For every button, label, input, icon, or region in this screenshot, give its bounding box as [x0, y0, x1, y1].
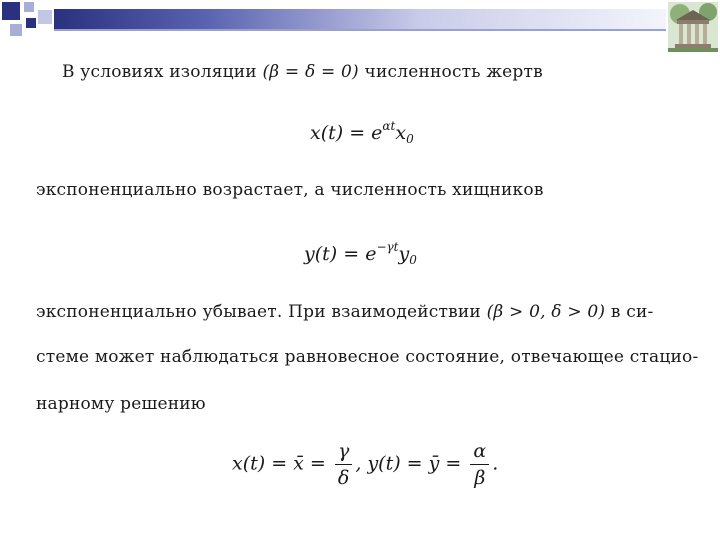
- eq-subscript: 0: [409, 253, 417, 267]
- math-condition: (β > 0, δ > 0): [486, 302, 606, 322]
- paragraph-line-2: экспоненциально возрастает, а численность хищников: [36, 180, 544, 200]
- fraction-numerator: α: [473, 440, 487, 462]
- eq-exponent: αt: [382, 119, 396, 133]
- temple-building-icon: [668, 2, 718, 52]
- equation-2: [304, 240, 417, 267]
- eq-lhs: x(t) = e: [310, 122, 383, 144]
- paragraph-line-4: стеме может наблюдаться равновесное состояние, отвечающее стацио-: [36, 347, 699, 367]
- paragraph-line-5: нарному решению: [36, 394, 206, 414]
- eq-lhs: y(t) = e: [304, 243, 377, 265]
- eq-var: x: [395, 122, 407, 144]
- text-fragment: численность жертв: [364, 62, 543, 82]
- fraction: [335, 440, 352, 489]
- fraction-numerator: γ: [337, 440, 350, 462]
- paragraph-line-3: [36, 302, 653, 322]
- text-fragment: В условиях изоляции: [62, 62, 257, 82]
- equation-1: [310, 119, 414, 146]
- eq-exponent: −γt: [376, 240, 399, 254]
- text-fragment: экспоненциально убывает. При взаимодействии: [36, 302, 481, 322]
- square-light: [38, 10, 52, 24]
- square-light: [10, 24, 22, 36]
- equation-3: [232, 440, 498, 489]
- text-fragment: в си-: [610, 302, 654, 322]
- fraction: [470, 440, 489, 489]
- square-dark: [26, 18, 36, 28]
- eq-var: y: [398, 243, 410, 265]
- fraction-denominator: β: [470, 464, 489, 489]
- eq-separator: ,: [355, 452, 362, 475]
- eq-part: x(t) = x̄ =: [232, 452, 326, 475]
- eq-subscript: 0: [406, 132, 414, 146]
- fraction-denominator: δ: [335, 464, 352, 489]
- eq-end: .: [492, 452, 499, 475]
- square-dark: [2, 2, 20, 20]
- header-underline: [54, 29, 666, 31]
- eq-part: y(t) = ȳ =: [367, 452, 462, 475]
- square-light: [24, 2, 34, 12]
- paragraph-line-1: [62, 62, 543, 82]
- header-gradient-bar: [54, 9, 666, 29]
- math-condition: (β = δ = 0): [262, 62, 359, 82]
